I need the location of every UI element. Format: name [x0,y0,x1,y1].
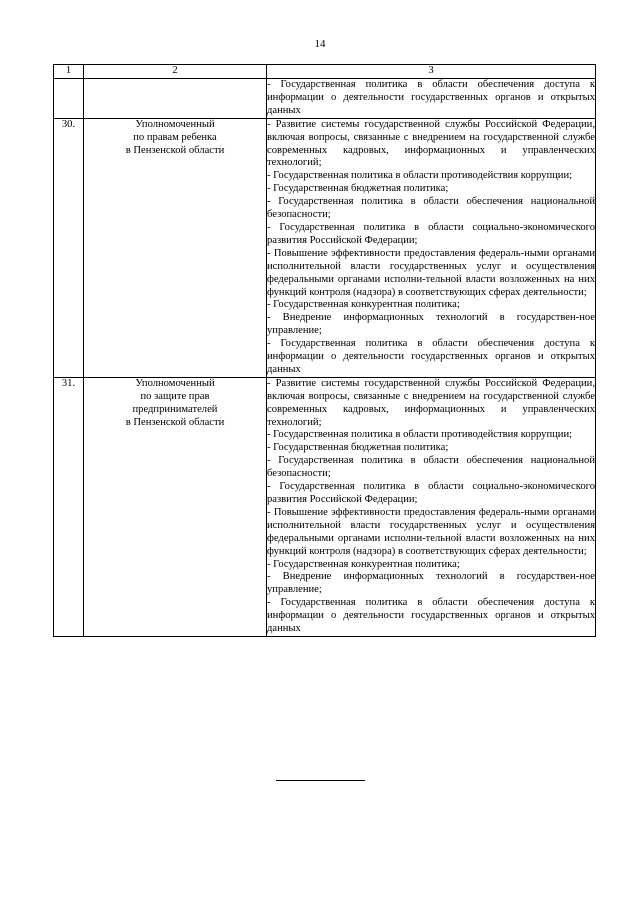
list-item: - Государственная конкурентная политика; [267,558,460,570]
list-item: - Государственная политика в области противодействия коррупции; [267,170,573,182]
list-item: - Государственная политика в области обеспечения доступа к информации о деятельности государственных органов и открытых данных [267,597,595,635]
header-col-2: 2 [84,65,267,79]
list-item: - Повышение эффективности предоставления федераль-ными органами исполнительной власти государственных услуг и осуществления федеральными органами исполни-тельной власти возложенных на них функций контроля (надзора) в соответствующих сферах деятельности; [267,506,595,557]
list-item: - Развитие системы государственной службы Российской Федерации, включая вопросы, связанные с внедрением на государственной службе современных кадровых, информационных и управленческих технологий; [267,377,595,428]
list-item: - Государственная политика в области обеспечения доступа к информации о деятельности государственных органов и открытых данных [267,338,595,375]
row-name-line: Уполномоченный [135,377,215,389]
row-name-line: по защите прав [140,390,210,402]
row-name-cell [84,377,267,636]
table-header-row [54,65,596,79]
list-item: - Государственная политика в области обеспечения национальной безопасности; [267,196,595,221]
table-row [54,377,596,636]
row-name-cell [84,79,267,119]
row-name-cell [84,118,267,377]
row-name-line: по правам ребенка [133,131,217,143]
row-number-cell [54,79,84,119]
list-item: - Государственная политика в области социально-экономического развития Российской Федерации; [267,221,595,246]
row-name-line: предпринимателей [132,403,218,415]
row-items-cell [267,79,596,119]
list-item: - Государственная политика в области противодействия коррупции; [267,429,573,441]
list-item: - Государственная политика в области социально-экономического развития Российской Федерации; [267,481,595,505]
table-row [54,118,596,377]
row-name-line: в Пензенской области [125,416,225,428]
list-item: - Государственная бюджетная политика; [267,183,449,195]
list-item: - Повышение эффективности предоставления федераль-ными органами исполнительной власти государственных услуг и осуществления федеральными органами исполни-тельной власти возложенных на них функций контроля (надзора) в соответствующих сферах деятельности; [267,247,595,298]
list-item: - Государственная бюджетная политика; [267,442,449,454]
row-number: 30. [54,118,84,377]
list-item: - Внедрение информационных технологий в государствен-ное управление; [267,571,595,596]
responsibility-table [53,64,596,637]
row-items-cell [267,118,596,377]
list-item: - Государственная политика в области обеспечения доступа к информации о деятельности государственных органов и открытых данных [267,79,595,116]
row-number: 31. [54,377,84,636]
row-name-line: в Пензенской области [125,144,225,156]
list-item: - Развитие системы государственной службы Российской Федерации, включая вопросы, связанные с внедрением на государственной службе современных кадровых, информационных и управленческих технологий; [267,118,595,169]
list-item: - Государственная конкурентная политика; [267,299,460,311]
footer-divider [276,780,365,781]
row-items-cell [267,377,596,636]
header-col-1: 1 [54,65,84,79]
header-col-3: 3 [267,65,596,79]
table-row-continuation [54,79,596,119]
row-name-line: Уполномоченный [135,118,215,130]
page-number: 14 [314,38,326,50]
list-item: - Внедрение информационных технологий в государствен-ное управление; [267,312,595,337]
list-item: - Государственная политика в области обеспечения национальной безопасности; [267,455,595,480]
